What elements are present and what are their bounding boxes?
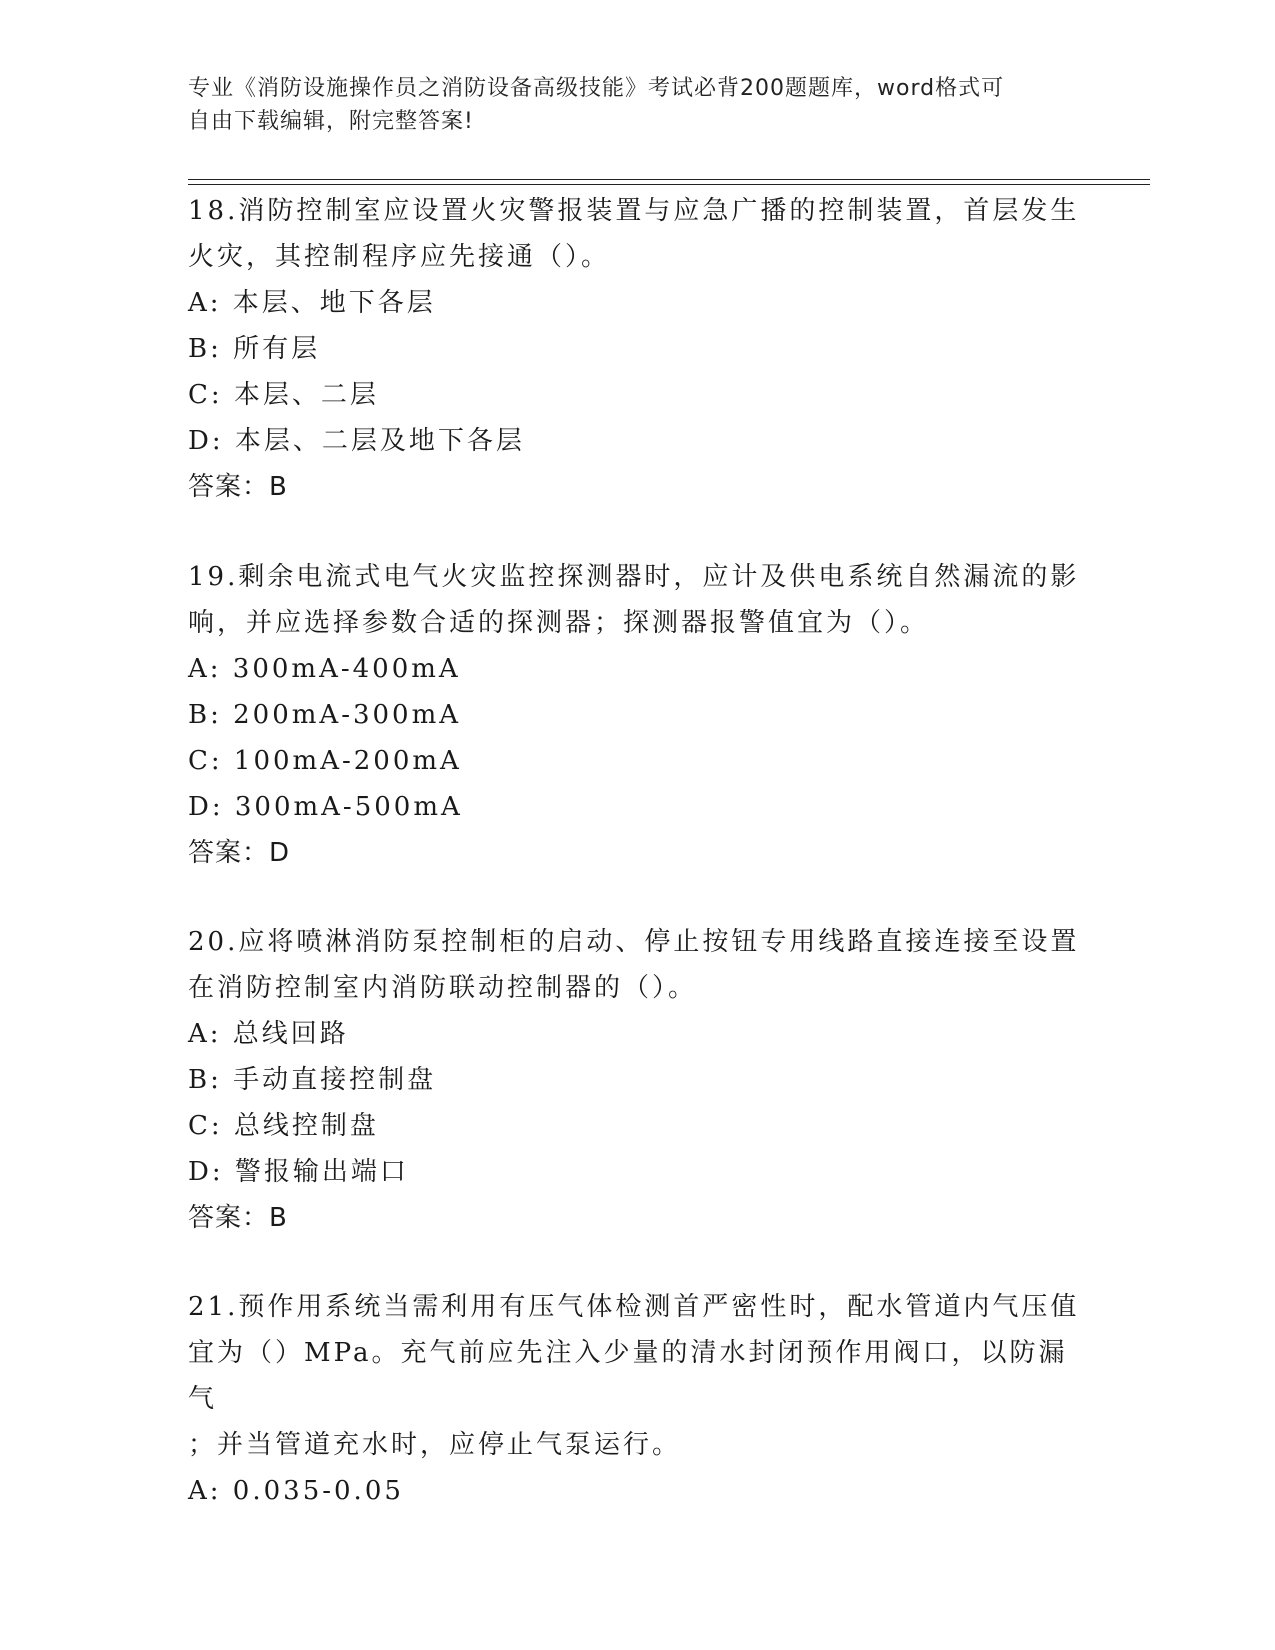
question-stem-line: 19.剩余电流式电气火灾监控探测器时，应计及供电系统自然漏流的影 [188, 562, 1080, 592]
question-stem-line: 宜为（）MPa。充气前应先注入少量的清水封闭预作用阀口，以防漏气 [188, 1338, 1068, 1414]
option-d: D: 300mA-500mA [188, 792, 463, 822]
answer: 答案：B [188, 472, 288, 502]
document-header [188, 72, 1088, 138]
option-d: D: 警报输出端口 [188, 1157, 409, 1187]
question-stem-line: 20.应将喷淋消防泵控制柜的启动、停止按钮专用线路直接连接至设置 [188, 927, 1080, 957]
header-divider-bottom [188, 184, 1150, 185]
header-divider-top [188, 179, 1150, 180]
question-stem-line: 火灾，其控制程序应先接通（）。 [188, 242, 611, 272]
question-stem-line: 在消防控制室内消防联动控制器的（）。 [188, 973, 698, 1003]
option-c: C: 100mA-200mA [188, 746, 462, 776]
question-stem-line: ；并当管道充水时，应停止气泵运行。 [188, 1430, 682, 1460]
option-b: B: 手动直接控制盘 [188, 1065, 437, 1095]
option-c: C: 本层、二层 [188, 380, 379, 410]
option-b: B: 所有层 [188, 334, 321, 364]
question-18 [188, 188, 1088, 510]
answer: 答案：B [188, 1203, 288, 1233]
answer: 答案：D [188, 838, 291, 868]
option-a: A: 总线回路 [188, 1019, 349, 1049]
option-c: C: 总线控制盘 [188, 1111, 379, 1141]
option-a: A: 0.035-0.05 [188, 1476, 404, 1506]
option-a: A: 本层、地下各层 [188, 288, 436, 318]
question-stem-line: 响，并应选择参数合适的探测器；探测器报警值宜为（）。 [188, 608, 930, 638]
question-19 [188, 554, 1088, 876]
question-21 [188, 1284, 1088, 1514]
question-stem-line: 18.消防控制室应设置火灾警报装置与应急广播的控制装置，首层发生 [188, 196, 1080, 226]
option-d: D: 本层、二层及地下各层 [188, 426, 525, 456]
option-b: B: 200mA-300mA [188, 700, 462, 730]
question-stem-line: 21.预作用系统当需利用有压气体检测首严密性时，配水管道内气压值 [188, 1292, 1080, 1322]
option-a: A: 300mA-400mA [188, 654, 461, 684]
header-line-2: 自由下载编辑，附完整答案! [188, 109, 474, 134]
question-20 [188, 919, 1088, 1241]
header-line-1: 专业《消防设施操作员之消防设备高级技能》考试必背200题题库，word格式可 [188, 76, 1005, 101]
